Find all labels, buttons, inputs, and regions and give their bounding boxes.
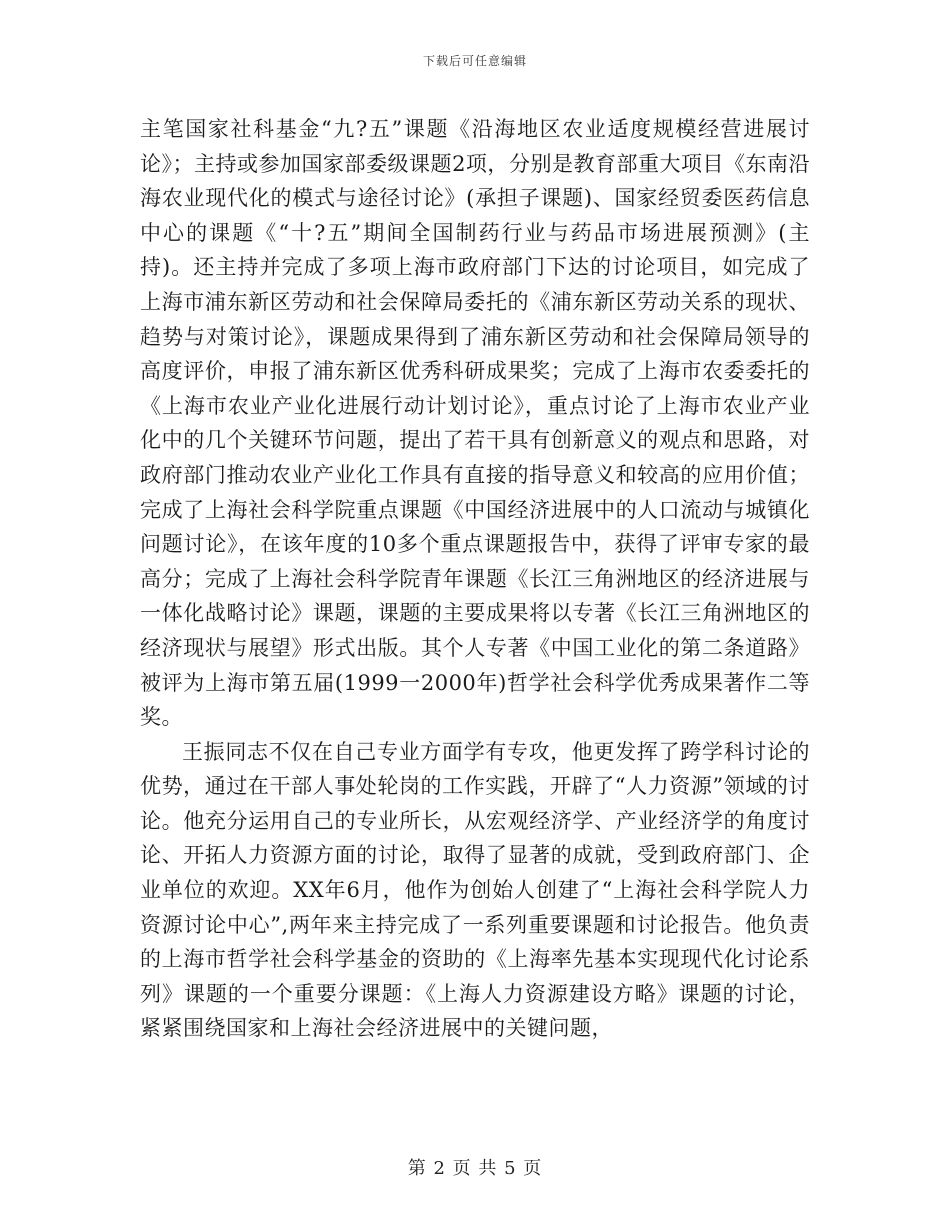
body-paragraph-1: 主笔国家社科基金“九?五”课题《沿海地区农业适度规模经营进展讨论》；主持或参加国家部委级课题2项，分别是教育部重大项目《东南沿海农业现代化的模式与途径讨论》(承担子课题)、国家经贸委医药信息中心的课题《“十?五”期间全国制药行业与药品市场进展预测》(主持)。还主持并完成了多项上海市政府部门下达的讨论项目，如完成了上海市浦东新区劳动和社会保障局委托的《浦东新区劳动关系的现状、趋势与对策讨论》，课题成果得到了浦东新区劳动和社会保障局领导的高度评价，申报了浦东新区优秀科研成果奖；完成了上海市农委委托的《上海市农业产业化进展行动计划讨论》，重点讨论了上海市农业产业化中的几个关键环节问题，提出了若干具有创新意义的观点和思路，对政府部门推动农业产业化工作具有直接的指导意义和较高的应用价值；完成了上海社会科学院重点课题《中国经济进展中的人口流动与城镇化问题讨论》，在该年度的10多个重点课题报告中，获得了评审专家的最高分；完成了上海社会科学院青年课题《长江三角洲地区的经济进展与一体化战略讨论》课题，课题的主要成果将以专著《长江三角洲地区的经济现状与展望》形式出版。其个人专著《中国工业化的第二条道路》被评为上海市第五届(1999一2000年)哲学社会科学优秀成果著作二等奖。 <box>140 117 810 730</box>
page-number: 第 2 页 共 5 页 <box>407 1158 543 1179</box>
page-header-note: 下载后可任意编辑 <box>422 54 527 68</box>
body-paragraph-2: 王振同志不仅在自己专业方面学有专攻，他更发挥了跨学科讨论的优势，通过在干部人事处轮岗的工作实践，开辟了“人力资源”领域的讨论。他充分运用自己的专业所长，从宏观经济学、产业经济学的角度讨论、开拓人力资源方面的讨论，取得了显著的成就，受到政府部门、企业单位的欢迎。XX年6月，他作为创始人创建了“上海社会科学院人力资源讨论中心”,两年来主持完成了一系列重要课题和讨论报告。他负责的上海市哲学社会科学基金的资助的《上海率先基本实现现代化讨论系列》课题的一个重要分课题：《上海人力资源建设方略》课题的讨论，紧紧围绕国家和上海社会经济进展中的关键问题， <box>140 739 810 1041</box>
document-body <box>140 112 810 1046</box>
